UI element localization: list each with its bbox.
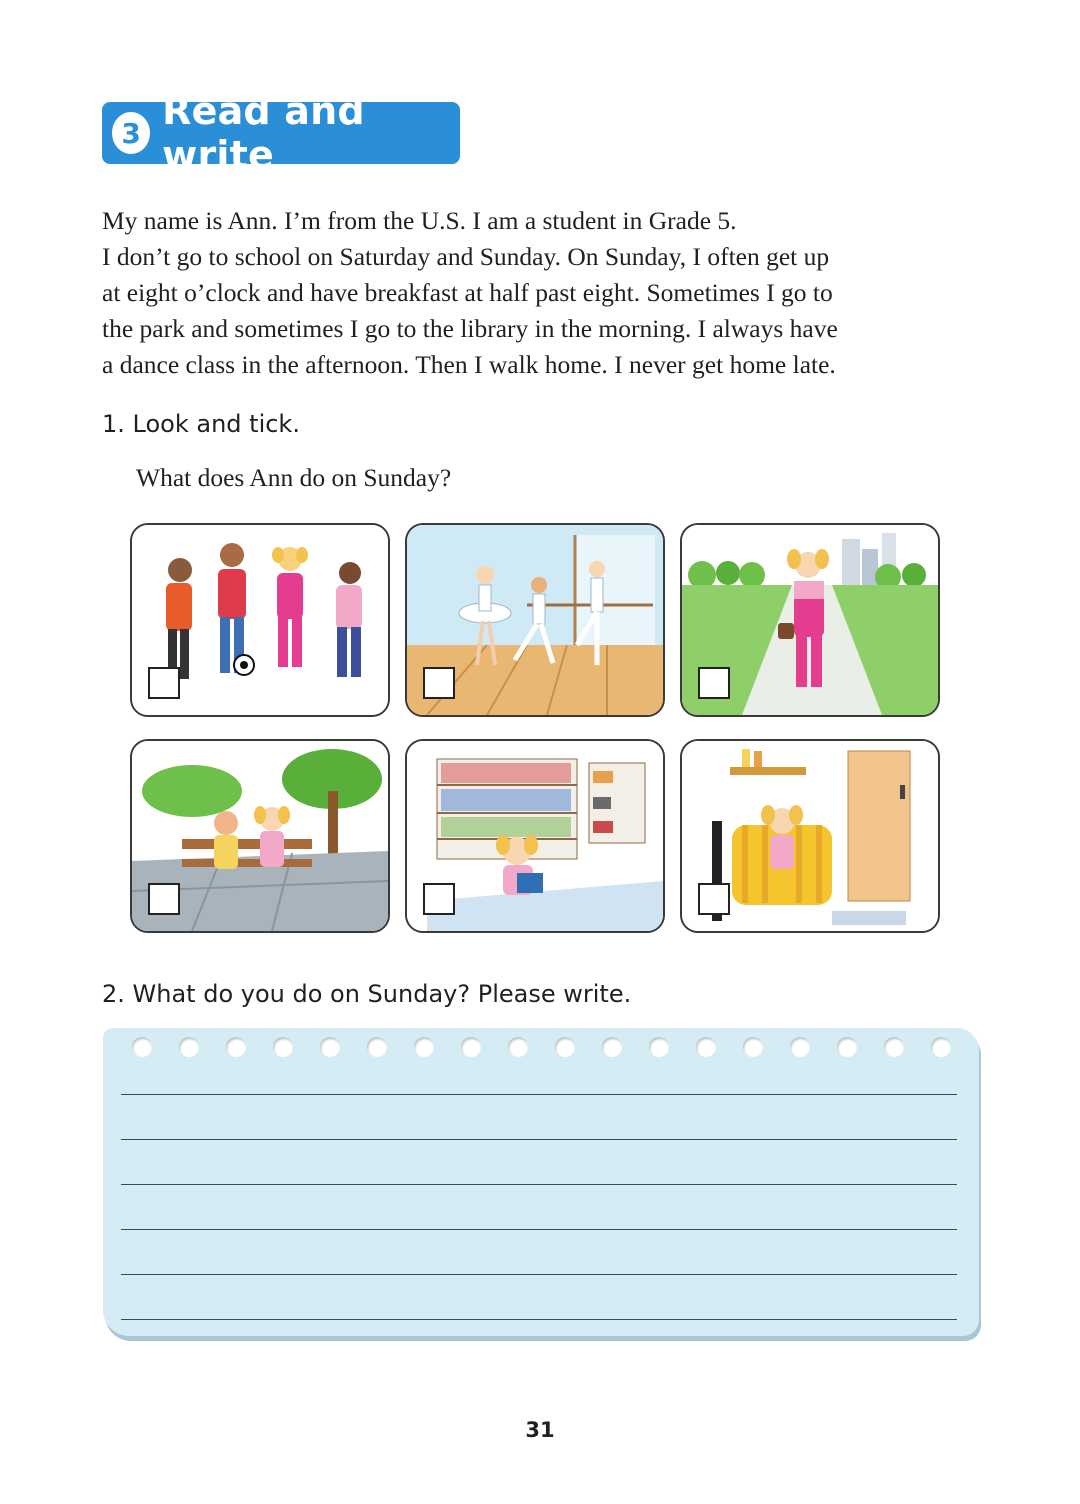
notebook-hole bbox=[461, 1037, 481, 1057]
picture-card-ballet bbox=[405, 523, 665, 717]
notebook-hole bbox=[320, 1037, 340, 1057]
picture-card-home bbox=[680, 739, 940, 933]
notebook-hole bbox=[132, 1037, 152, 1057]
notebook-hole bbox=[931, 1037, 951, 1057]
notebook-hole bbox=[226, 1037, 246, 1057]
writing-area[interactable] bbox=[103, 1028, 979, 1336]
writing-line bbox=[121, 1184, 957, 1185]
notebook-hole bbox=[790, 1037, 810, 1057]
notebook-hole bbox=[649, 1037, 669, 1057]
notebook-hole bbox=[602, 1037, 622, 1057]
picture-card-football bbox=[130, 523, 390, 717]
question-2-label: 2. What do you do on Sunday? Please write. bbox=[102, 980, 632, 1008]
passage-line: I don’t go to school on Saturday and Sunday. On Sunday, I often get up bbox=[102, 242, 830, 271]
section-number-badge: 3 bbox=[112, 112, 150, 154]
notebook-hole bbox=[884, 1037, 904, 1057]
notebook-hole bbox=[367, 1037, 387, 1057]
tick-box[interactable] bbox=[698, 883, 730, 915]
notebook-hole bbox=[179, 1037, 199, 1057]
tick-box[interactable] bbox=[148, 667, 180, 699]
section-header bbox=[102, 89, 460, 177]
page-number: 31 bbox=[525, 1418, 555, 1442]
writing-line bbox=[121, 1229, 957, 1230]
writing-line bbox=[121, 1139, 957, 1140]
question-1-label: 1. Look and tick. bbox=[102, 410, 300, 438]
section-title: Read and write bbox=[162, 89, 365, 177]
notebook-hole bbox=[555, 1037, 575, 1057]
writing-line bbox=[121, 1319, 957, 1320]
tick-box[interactable] bbox=[423, 883, 455, 915]
notebook-hole bbox=[273, 1037, 293, 1057]
tick-box[interactable] bbox=[698, 667, 730, 699]
passage-line: a dance class in the afternoon. Then I walk home. I never get home late. bbox=[102, 350, 836, 379]
notebook-hole bbox=[743, 1037, 763, 1057]
writing-line bbox=[121, 1274, 957, 1275]
reading-passage bbox=[102, 203, 1002, 383]
notebook-hole bbox=[508, 1037, 528, 1057]
tick-box[interactable] bbox=[148, 883, 180, 915]
passage-line: at eight o’clock and have breakfast at half past eight. Sometimes I go to bbox=[102, 278, 833, 307]
picture-card-walking bbox=[680, 523, 940, 717]
question-1-prompt: What does Ann do on Sunday? bbox=[136, 463, 452, 492]
writing-line bbox=[121, 1094, 957, 1095]
notebook-hole bbox=[837, 1037, 857, 1057]
picture-card-library bbox=[405, 739, 665, 933]
picture-card-park bbox=[130, 739, 390, 933]
notebook-hole bbox=[696, 1037, 716, 1057]
notebook-hole bbox=[414, 1037, 434, 1057]
passage-line: My name is Ann. I’m from the U.S. I am a student in Grade 5. bbox=[102, 206, 737, 235]
tick-box[interactable] bbox=[423, 667, 455, 699]
passage-line: the park and sometimes I go to the library in the morning. I always have bbox=[102, 314, 838, 343]
